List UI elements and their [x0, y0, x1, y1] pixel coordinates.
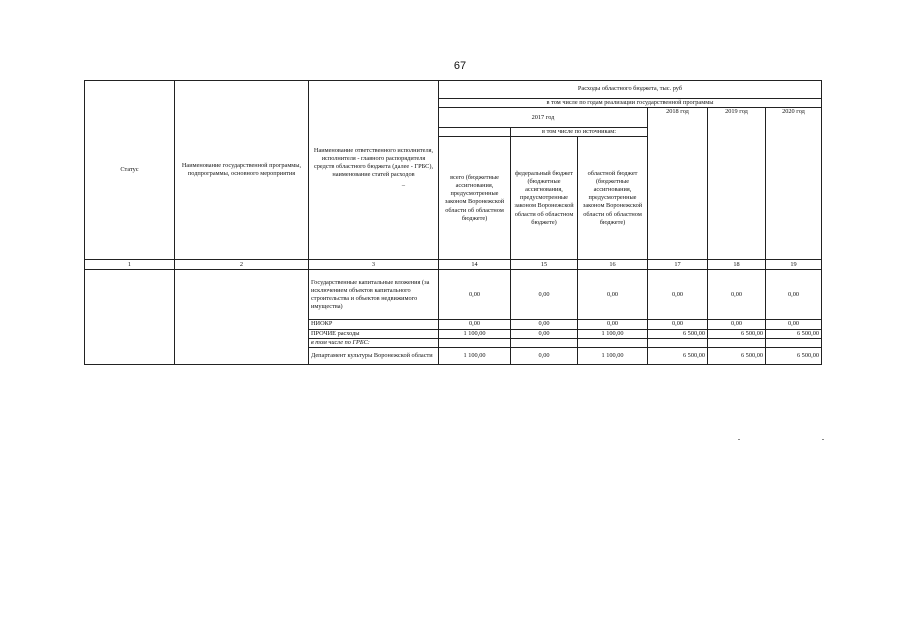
value-cell: 0,00: [708, 270, 766, 320]
value-cell: 1 100,00: [578, 329, 648, 338]
regional-column-header: областной бюджет (бюджетные ассигнования, предусмотренные законом Воронежской области об областном бюджете): [578, 137, 648, 260]
header-row-1: [85, 81, 822, 99]
value-cell: 0,00: [511, 320, 578, 329]
column-number: 19: [766, 260, 822, 270]
value-cell: 0,00: [511, 329, 578, 338]
column-number: 18: [708, 260, 766, 270]
scan-artifact: [822, 439, 824, 440]
column-number: 3: [309, 260, 439, 270]
value-cell: 6 500,00: [648, 347, 708, 364]
value-cell: [511, 338, 578, 347]
executor-name-header: [309, 81, 439, 260]
value-cell: 1 100,00: [439, 329, 511, 338]
year-2020-header: 2020 год: [766, 108, 822, 260]
value-cell: [708, 338, 766, 347]
value-cell: 0,00: [648, 270, 708, 320]
program-cell: [175, 270, 309, 365]
value-cell: 1 100,00: [578, 347, 648, 364]
value-cell: 6 500,00: [648, 329, 708, 338]
value-cell: 0,00: [439, 320, 511, 329]
value-cell: 6 500,00: [766, 347, 822, 364]
row-label: Государственные капитальные вложения (за исключением объектов капитального строительства и объектов недвижимого имущества): [309, 270, 439, 320]
by-years-header: в том числе по годам реализации государственной программы: [439, 99, 822, 108]
budget-table: [84, 80, 822, 365]
column-number: 17: [648, 260, 708, 270]
row-label: НИОКР: [309, 320, 439, 329]
column-number: 15: [511, 260, 578, 270]
year-2018-header: 2018 год: [648, 108, 708, 260]
value-cell: 6 500,00: [766, 329, 822, 338]
year-2019-header: 2019 год: [708, 108, 766, 260]
scan-dash: _: [401, 179, 406, 187]
column-number: 14: [439, 260, 511, 270]
by-sources-header: в том числе по источникам:: [511, 128, 648, 137]
column-number-row: [85, 260, 822, 270]
row-label: Департамент культуры Воронежской области: [309, 347, 439, 364]
value-cell: 0,00: [708, 320, 766, 329]
page-number: 67: [453, 60, 467, 72]
value-cell: 0,00: [766, 320, 822, 329]
table-row: [85, 270, 822, 320]
total-column-header: всего (бюджетные ассигнования, предусмотренные законом Воронежской области об областном бюджете): [439, 137, 511, 260]
executor-name-text: Наименование ответственного исполнителя, исполнителя - главного распорядителя средств областного бюджета (далее - ГРБС), наименование статей расходов: [313, 146, 434, 179]
status-header: Статус: [85, 81, 175, 260]
value-cell: 6 500,00: [708, 347, 766, 364]
row-label: в том числе по ГРБС:: [309, 338, 439, 347]
expenses-header: Расходы областного бюджета, тыс. руб: [439, 81, 822, 99]
column-number: 1: [85, 260, 175, 270]
status-cell: [85, 270, 175, 365]
program-name-header: Наименование государственной программы, подпрограммы, основного мероприятия: [175, 81, 309, 260]
federal-column-header: федеральный бюджет (бюджетные ассигнования, предусмотренные законом Воронежской области об областном бюджете): [511, 137, 578, 260]
value-cell: [766, 338, 822, 347]
value-cell: [578, 338, 648, 347]
value-cell: 0,00: [578, 270, 648, 320]
column-number: 2: [175, 260, 309, 270]
value-cell: 0,00: [648, 320, 708, 329]
row-label: ПРОЧИЕ расходы: [309, 329, 439, 338]
value-cell: 6 500,00: [708, 329, 766, 338]
value-cell: 0,00: [439, 270, 511, 320]
value-cell: [648, 338, 708, 347]
scan-artifact: [738, 439, 740, 440]
source-spacer: [439, 128, 511, 137]
value-cell: 0,00: [766, 270, 822, 320]
value-cell: 1 100,00: [439, 347, 511, 364]
value-cell: 0,00: [511, 270, 578, 320]
value-cell: 0,00: [578, 320, 648, 329]
value-cell: [439, 338, 511, 347]
column-number: 16: [578, 260, 648, 270]
year-2017-header: 2017 год: [439, 108, 648, 128]
value-cell: 0,00: [511, 347, 578, 364]
